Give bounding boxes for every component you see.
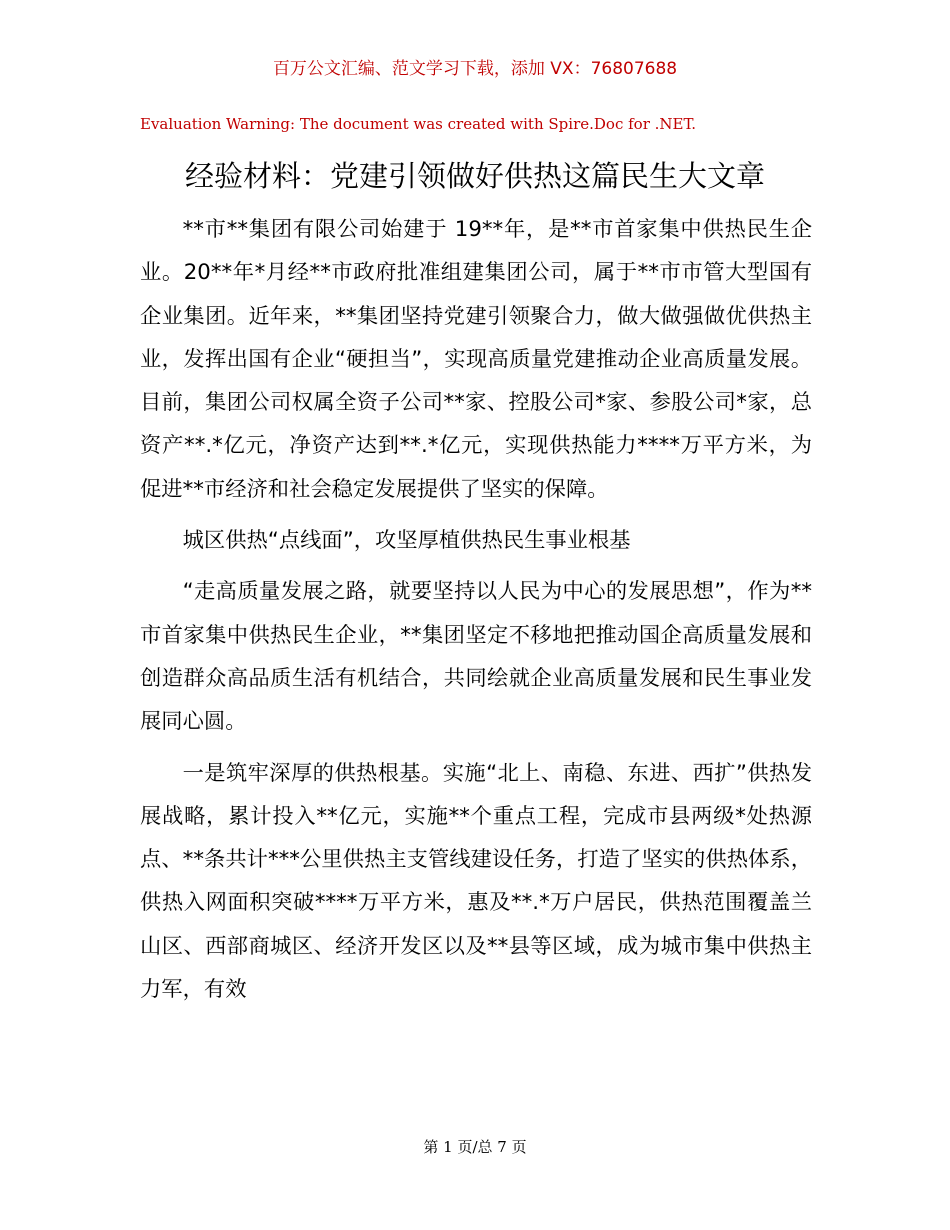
evaluation-warning: Evaluation Warning: The document was created with Spire.Doc for .NET. bbox=[140, 115, 697, 133]
paragraph-quote: “走高质量发展之路，就要坚持以人民为中心的发展思想”，作为**市首家集中供热民生企业，**集团坚定不移地把推动国企高质量发展和创造群众高品质生活有机结合，共同绘就企业高质量发展和民生事业发展同心圆。 bbox=[140, 579, 812, 735]
section-heading: 城区供热“点线面”，攻坚厚植供热民生事业根基 bbox=[182, 528, 631, 554]
header-banner: 百万公文汇编、范文学习下载，添加 VX：76807688 bbox=[272, 59, 678, 79]
page-number: 第 1 页/总 7 页 bbox=[423, 1138, 527, 1156]
document-body bbox=[140, 208, 812, 1011]
paragraph-point-one: 一是筑牢深厚的供热根基。实施“北上、南稳、东进、西扩”供热发展战略，累计投入**亿元，实施**个重点工程，完成市县两级*处热源点、**条共计***公里供热主支管线建设任务，打造了坚实的供热体系，供热入网面积突破****万平方米，惠及**.*万户居民，供热范围覆盖兰山区、西部商城区、经济开发区以及**县等区域，成为城市集中供热主力军，有效 bbox=[140, 760, 812, 1003]
document-title: 经验材料：党建引领做好供热这篇民生大文章 bbox=[184, 159, 765, 193]
paragraph-intro: **市**集团有限公司始建于 19**年，是**市首家集中供热民生企业。20**年*月经**市政府批准组建集团公司，属于**市市管大型国有企业集团。近年来，**集团坚持党建引领聚合力，做大做强做优供热主业，发挥出国有企业“硬担当”，实现高质量党建推动企业高质量发展。目前，集团公司权属全资子公司**家、控股公司*家、参股公司*家，总资产**.*亿元，净资产达到**.*亿元，实现供热能力****万平方米，为促进**市经济和社会稳定发展提供了坚实的保障。 bbox=[140, 217, 812, 502]
